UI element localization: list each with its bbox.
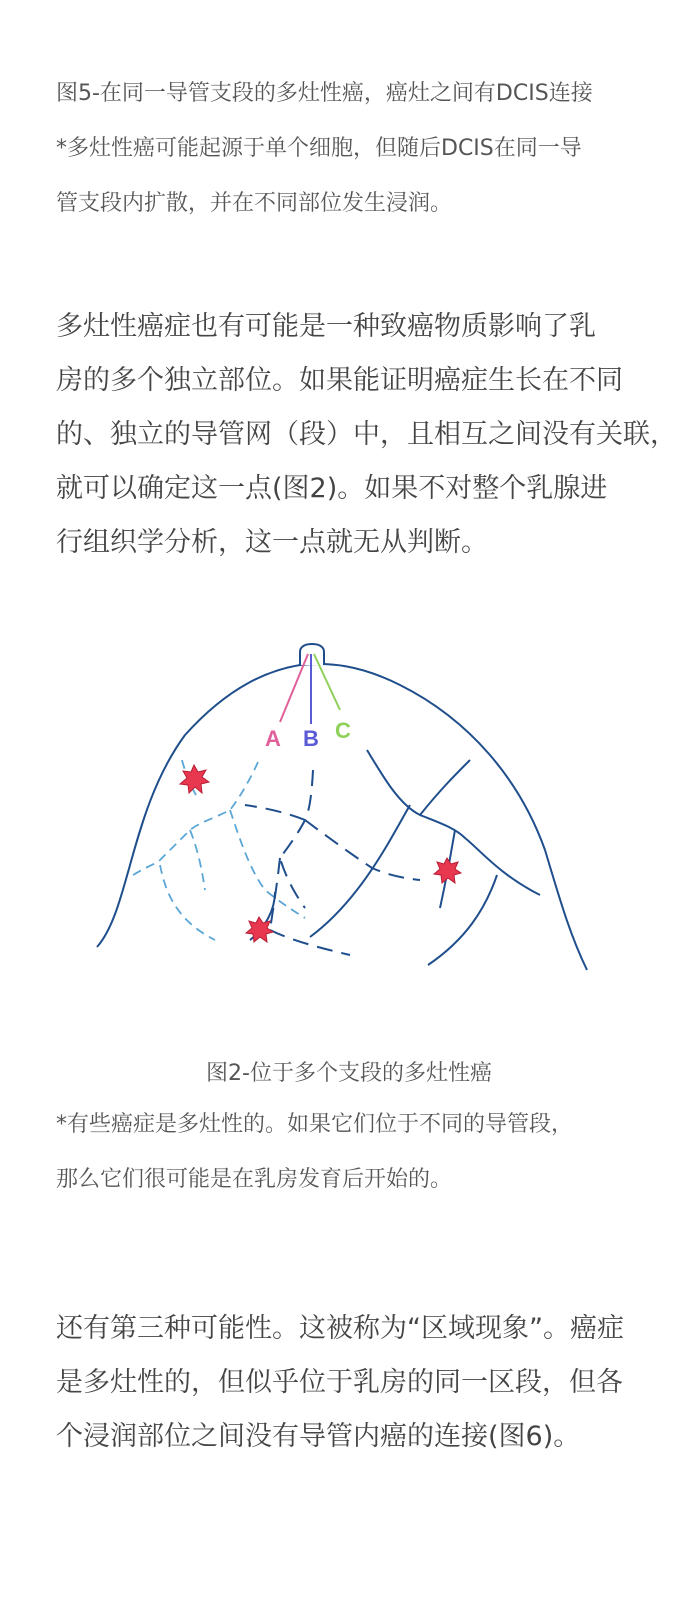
fig5-caption: 图5-在同一导管支段的多灶性癌，癌灶之间有DCIS连接 bbox=[56, 81, 593, 106]
label-c: C bbox=[335, 718, 351, 743]
fig2-note-line-2: 那么它们很可能是在乳房发育后开始的。 bbox=[56, 1167, 453, 1192]
paragraph-2-line-2: 是多灶性的，但似乎位于乳房的同一区段，但各 bbox=[56, 1367, 623, 1398]
paragraph-2 bbox=[56, 1302, 642, 1464]
tumor-1 bbox=[180, 765, 209, 793]
paragraph-1 bbox=[56, 300, 677, 570]
paragraph-1-line-4: 就可以确定这一点(图2)。如果不对整个乳腺进 bbox=[56, 473, 608, 504]
segment-b-ducts bbox=[245, 770, 420, 955]
segment-a-ducts bbox=[128, 760, 305, 940]
segment-c-ducts bbox=[250, 750, 540, 965]
paragraph-1-line-5: 行组织学分析，这一点就无从判断。 bbox=[56, 527, 488, 558]
tumor-2 bbox=[434, 858, 461, 883]
tumor-3 bbox=[246, 917, 273, 942]
fig2-caption: 图2-位于多个支段的多灶性癌 bbox=[206, 1061, 492, 1086]
fig2-note-line-1: *有些癌症是多灶性的。如果它们位于不同的导管段， bbox=[56, 1112, 574, 1137]
fig5-note-line-1: *多灶性癌可能起源于单个细胞，但随后DCIS在同一导 bbox=[56, 136, 582, 161]
paragraph-1-line-2: 房的多个独立部位。如果能证明癌症生长在不同 bbox=[56, 365, 623, 396]
label-b: B bbox=[303, 726, 319, 751]
breast-duct-diagram bbox=[0, 640, 698, 980]
breast-outline bbox=[97, 664, 587, 970]
duct-c bbox=[314, 654, 340, 710]
duct-a bbox=[280, 654, 308, 722]
paragraph-2-line-1: 还有第三种可能性。这被称为“区域现象”。癌症 bbox=[56, 1313, 624, 1344]
paragraph-2-line-3: 个浸润部位之间没有导管内癌的连接(图6)。 bbox=[56, 1421, 581, 1452]
fig2-note-block bbox=[56, 1097, 642, 1207]
fig5-caption-block bbox=[56, 66, 642, 231]
fig5-note-line-2: 管支段内扩散，并在不同部位发生浸润。 bbox=[56, 191, 453, 216]
paragraph-1-line-1: 多灶性癌症也有可能是一种致癌物质影响了乳 bbox=[56, 311, 596, 342]
label-a: A bbox=[265, 726, 281, 751]
paragraph-1-line-3: 的、独立的导管网（段）中，且相互之间没有关联， bbox=[56, 419, 677, 450]
